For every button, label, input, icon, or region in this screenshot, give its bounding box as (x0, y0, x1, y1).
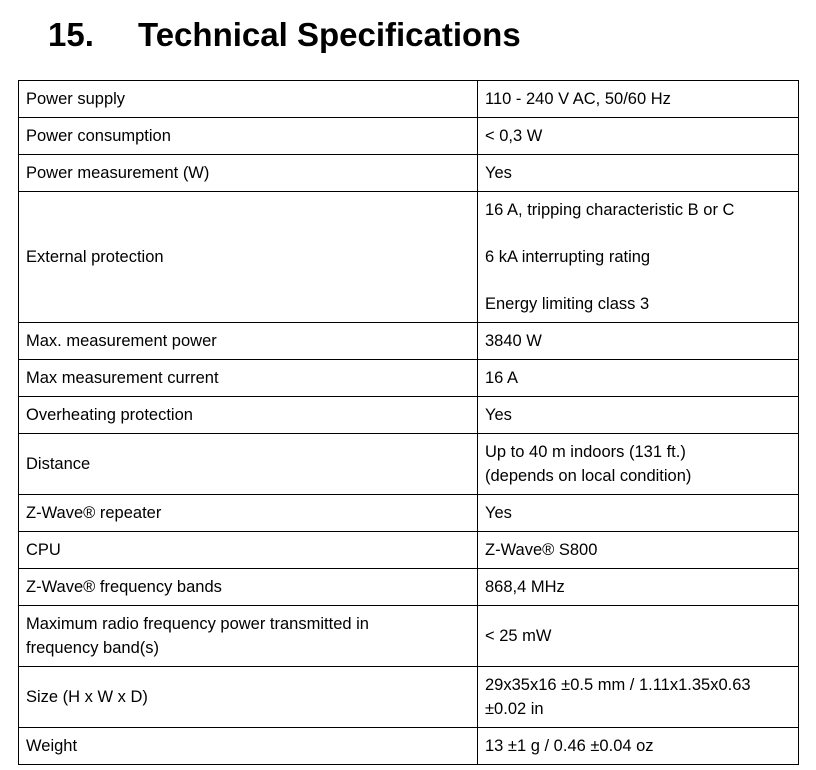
spec-value: < 0,3 W (478, 118, 799, 155)
spec-label: Power measurement (W) (19, 155, 478, 192)
spec-value: 868,4 MHz (478, 569, 799, 606)
spec-label-line: Maximum radio frequency power transmitted in (26, 615, 369, 633)
spec-value (478, 667, 799, 728)
spec-label: Max. measurement power (19, 323, 478, 360)
table-row (19, 323, 799, 360)
spec-label (19, 606, 478, 667)
spec-label: Power consumption (19, 118, 478, 155)
section-heading (48, 12, 521, 58)
spec-label: Z-Wave® repeater (19, 495, 478, 532)
spec-value: Yes (478, 397, 799, 434)
table-row (19, 360, 799, 397)
spec-label-line: frequency band(s) (26, 639, 159, 657)
spec-value-item: 6 kA interrupting rating (485, 248, 651, 266)
spec-value: 3840 W (478, 323, 799, 360)
spec-label: Power supply (19, 81, 478, 118)
spec-label: Size (H x W x D) (19, 667, 478, 728)
spec-table (18, 80, 799, 765)
spec-value: Yes (478, 155, 799, 192)
table-row (19, 532, 799, 569)
spec-value-item: Energy limiting class 3 (485, 295, 650, 313)
spec-value-item: 16 A, tripping characteristic B or C (485, 201, 735, 219)
section-number: 15. (48, 16, 94, 53)
spec-value: 110 - 240 V AC, 50/60 Hz (478, 81, 799, 118)
table-row (19, 495, 799, 532)
spec-value (478, 434, 799, 495)
table-row (19, 667, 799, 728)
spec-value: 16 A (478, 360, 799, 397)
spec-value: Yes (478, 495, 799, 532)
spec-label: CPU (19, 532, 478, 569)
table-row (19, 81, 799, 118)
spec-label: Z-Wave® frequency bands (19, 569, 478, 606)
table-row (19, 192, 799, 323)
table-row (19, 434, 799, 495)
spec-label: External protection (19, 192, 478, 323)
table-row (19, 569, 799, 606)
spec-value-line: Up to 40 m indoors (131 ft.) (485, 443, 686, 461)
spec-value: 13 ±1 g / 0.46 ±0.04 oz (478, 728, 799, 765)
spec-value: Z-Wave® S800 (478, 532, 799, 569)
table-row (19, 155, 799, 192)
spec-label: Max measurement current (19, 360, 478, 397)
section-title: Technical Specifications (138, 16, 521, 53)
spec-value-line: ±0.02 in (485, 700, 544, 718)
spec-value (478, 192, 799, 323)
spec-label: Distance (19, 434, 478, 495)
table-row (19, 606, 799, 667)
table-row (19, 118, 799, 155)
spec-label: Overheating protection (19, 397, 478, 434)
table-row (19, 397, 799, 434)
spec-value: < 25 mW (478, 606, 799, 667)
spec-value-line: 29x35x16 ±0.5 mm / 1.11x1.35x0.63 (485, 676, 751, 694)
table-row (19, 728, 799, 765)
spec-value-line: (depends on local condition) (485, 467, 692, 485)
spec-label: Weight (19, 728, 478, 765)
